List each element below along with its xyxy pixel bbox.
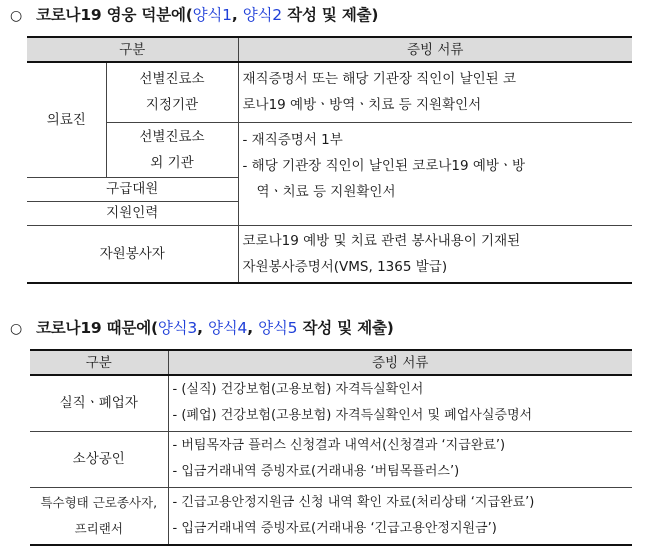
form-5-label: 양식5 <box>258 319 298 337</box>
small-business-docs: - 버팀목자금 플러스 신청결과 내역서(신청결과 ‘지급완료’) - 입금거래내역 증빙자료(거래내용 ‘버팀목플러스’) <box>168 431 632 487</box>
form-1-label: 양식1 <box>192 6 232 24</box>
medical-group-label: 의료진 <box>27 62 106 177</box>
section2-heading: ○ 코로나19 때문에(양식3, 양식4, 양식5 작성 및 제출) <box>10 315 394 341</box>
other-clinic-docs: - 재직증명서 1부 - 해당 기관장 직인이 날인된 코로나19 예방ㆍ방 역ㆍ치료 등 지원확인서 <box>238 122 632 225</box>
header-category: 구분 <box>27 37 238 62</box>
section2-title-prefix: 코로나19 때문에( <box>36 319 158 337</box>
special-worker-docs: - 긴급고용안정지원금 신청 내역 확인 자료(처리상태 ‘지급완료’) - 입금거래내역 증빙자료(거래내용 ‘긴급고용안정지원금’) <box>168 487 632 545</box>
volunteer-label: 자원봉사자 <box>27 225 238 283</box>
unemployed-docs: - (실직) 건강보험(고용보험) 자격득실확인서 - (폐업) 건강보험(고용보험) 자격득실확인서 및 폐업사실증명서 <box>168 375 632 431</box>
header-docs: 증빙 서류 <box>168 350 632 375</box>
section2-title-suffix: 작성 및 제출) <box>297 319 394 337</box>
unemployed-label: 실직ㆍ폐업자 <box>30 375 168 431</box>
form-4-label: 양식4 <box>208 319 248 337</box>
ambulance-label: 구급대원 <box>27 177 238 201</box>
volunteer-docs: 코로나19 예방 및 치료 관련 봉사내용이 기재된 자원봉사증명서(VMS, 1365 발급) <box>238 225 632 283</box>
small-business-label: 소상공인 <box>30 431 168 487</box>
header-category: 구분 <box>30 350 168 375</box>
designated-clinic-label: 선별진료소 지정기관 <box>106 62 238 122</box>
bullet-icon: ○ <box>10 8 23 24</box>
form-3-label: 양식3 <box>157 319 198 337</box>
header-docs: 증빙 서류 <box>238 37 632 62</box>
table-unemployed-business <box>30 349 632 546</box>
special-worker-label: 특수형태 근로종사자, 프리랜서 <box>30 487 168 545</box>
table-medical-volunteer <box>27 36 632 284</box>
form-2-label: 양식2 <box>242 6 282 24</box>
support-staff-label: 지원인력 <box>27 201 238 225</box>
bullet-icon: ○ <box>10 321 23 337</box>
section1-heading: ○ 코로나19 영웅 덕분에(양식1, 양식2 작성 및 제출) <box>10 2 378 28</box>
designated-clinic-docs: 재직증명서 또는 해당 기관장 직인이 날인된 코 로나19 예방ㆍ방역ㆍ치료 등 지원확인서 <box>238 62 632 122</box>
section1-title-suffix: 작성 및 제출) <box>281 6 379 24</box>
other-clinic-label: 선별진료소 외 기관 <box>106 122 238 177</box>
section1-title-prefix: 코로나19 영웅 덕분에( <box>36 6 193 24</box>
